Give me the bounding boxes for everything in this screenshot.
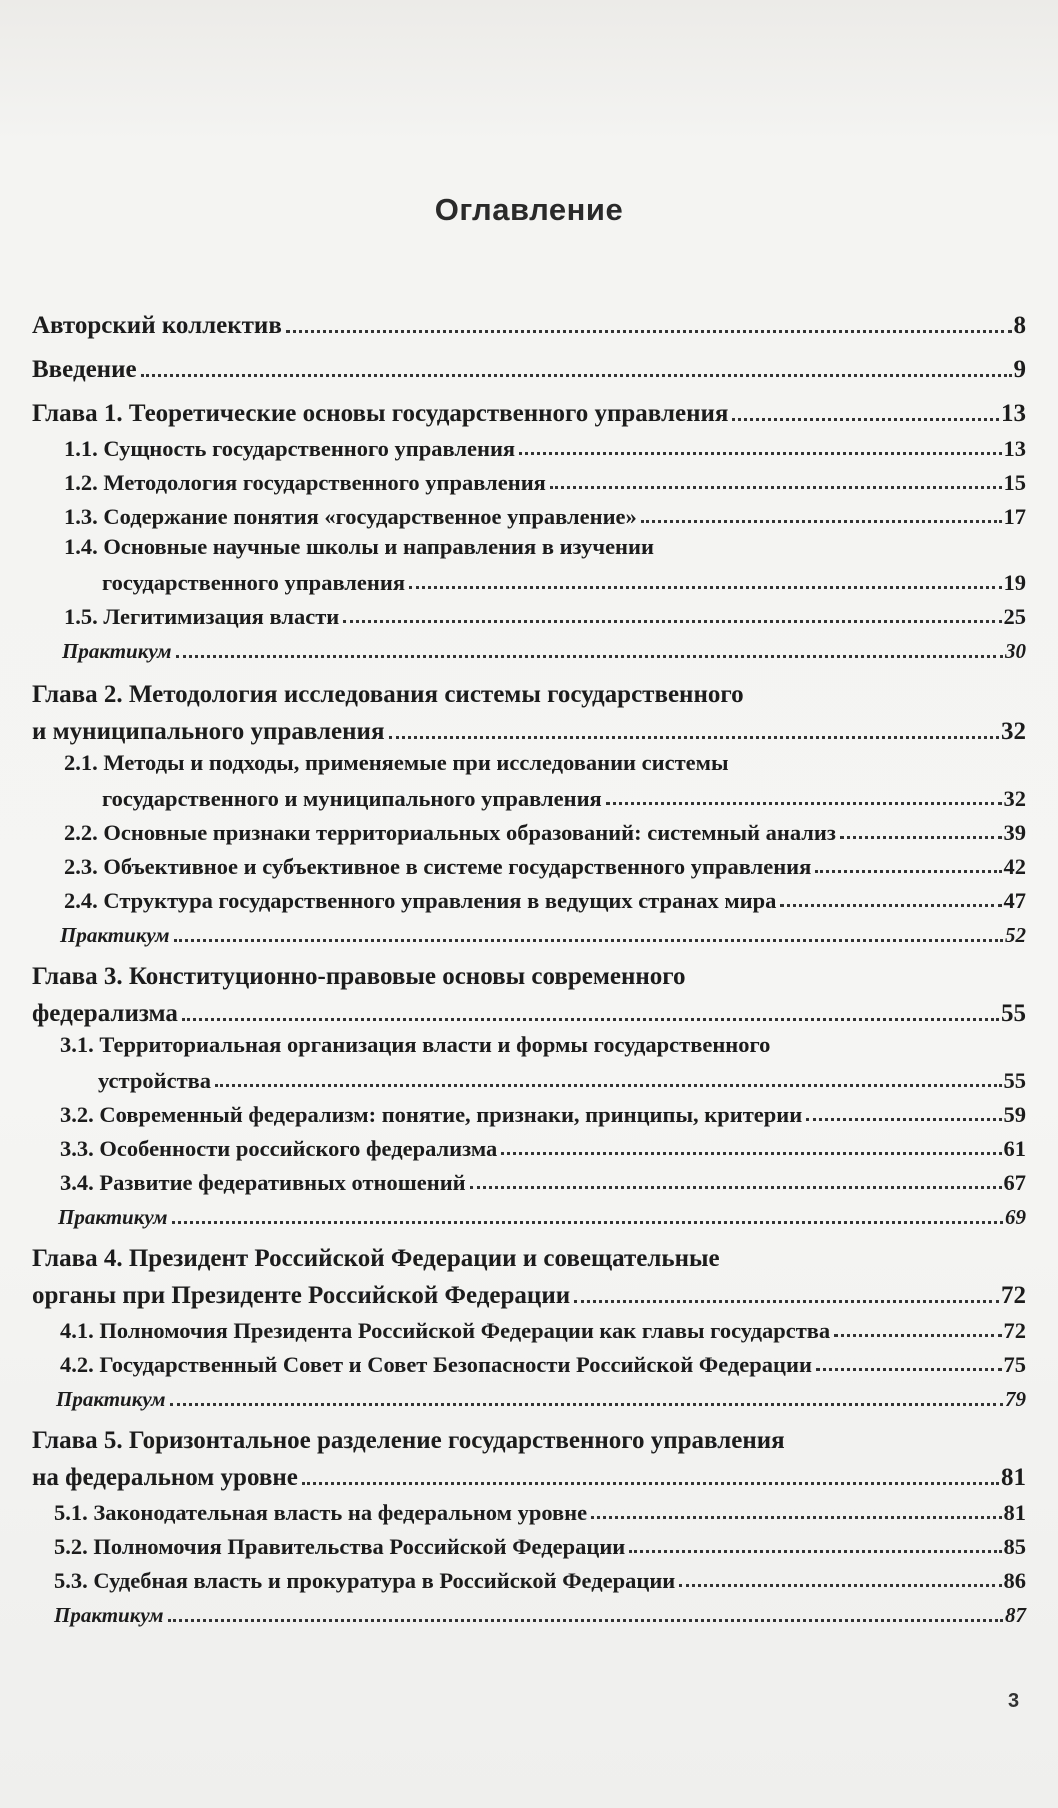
section-entry[interactable] [32, 1094, 1026, 1128]
leader-dots [815, 870, 1001, 873]
leader-dots [215, 1084, 1001, 1087]
toc-entry-authors[interactable] [32, 296, 1026, 340]
leader-dots [606, 802, 1002, 805]
section-page: 25 [1003, 604, 1026, 629]
leader-dots [679, 1584, 1001, 1587]
section-page: 59 [1003, 1102, 1026, 1127]
section-entry[interactable] [32, 462, 1026, 496]
chapter-title-line1[interactable]: Глава 2. Методология исследования системы государственного [32, 681, 744, 708]
section-title-line2: устройства [98, 1068, 212, 1093]
section-title-line1: 3.1. Территориальная организация власти и формы государственного [60, 1032, 771, 1057]
section-entry[interactable] [32, 1526, 1026, 1560]
leader-dots [519, 452, 1001, 455]
leader-dots [141, 374, 1012, 377]
section-title: 2.2. Основные признаки территориальных образований: системный анализ [64, 820, 836, 845]
chapter-title-row[interactable] [32, 1458, 1026, 1492]
section-title: 3.2. Современный федерализм: понятие, признаки, принципы, критерии [60, 1102, 803, 1127]
toc-entry-text: Введение [32, 356, 137, 383]
chapter-title: федерализма [32, 1000, 178, 1027]
section-page: 15 [1003, 470, 1026, 495]
section-entry[interactable] [32, 846, 1026, 880]
leader-dots [182, 1018, 999, 1021]
section-entry[interactable] [32, 1560, 1026, 1594]
section-page: 47 [1003, 888, 1026, 913]
practicum-title: Практикум [56, 1387, 166, 1411]
section-title-line2: государственного и муниципального управления [102, 786, 602, 811]
leader-dots [780, 904, 1001, 907]
leader-dots [470, 1186, 1002, 1189]
chapter-title: органы при Президенте Российской Федерации [32, 1282, 571, 1309]
chapter-1 [32, 394, 1026, 664]
section-entry[interactable] [32, 1310, 1026, 1344]
chapter-page: 55 [1001, 1000, 1026, 1027]
chapter-title-row[interactable] [32, 994, 1026, 1028]
section-page: 81 [1003, 1500, 1026, 1525]
leader-dots [629, 1550, 1001, 1553]
section-entry[interactable] [32, 530, 1026, 596]
section-title-row [60, 1061, 1026, 1094]
section-title-line1: 1.4. Основные научные школы и направления в изучении [64, 534, 654, 559]
section-title: 2.3. Объективное и субъективное в системе государственного управления [64, 854, 812, 879]
section-title-row [64, 779, 1026, 812]
section-title: 1.5. Легитимизация власти [64, 604, 340, 629]
leader-dots [574, 1300, 999, 1303]
practicum-title: Практикум [58, 1205, 168, 1229]
chapter-title: на федеральном уровне [32, 1464, 298, 1491]
practicum-entry[interactable] [32, 1594, 1026, 1628]
section-page: 67 [1003, 1170, 1026, 1195]
chapter-page: 32 [1001, 718, 1026, 745]
section-page: 75 [1003, 1352, 1026, 1377]
section-entry[interactable] [32, 1028, 1026, 1094]
practicum-page: 69 [1005, 1205, 1026, 1229]
chapter-5 [32, 1424, 1026, 1628]
section-title: 3.4. Развитие федеративных отношений [60, 1170, 466, 1195]
section-entry[interactable] [32, 428, 1026, 462]
section-page: 19 [1003, 570, 1026, 595]
section-entry[interactable] [32, 1162, 1026, 1196]
leader-dots [732, 418, 999, 421]
practicum-title: Практикум [60, 923, 170, 947]
chapter-3 [32, 960, 1026, 1230]
practicum-entry[interactable] [32, 1378, 1026, 1412]
page-title: Оглавление [434, 192, 624, 227]
leader-dots [834, 1334, 1001, 1337]
leader-dots [641, 520, 1002, 523]
practicum-entry[interactable] [32, 914, 1026, 948]
section-title-line2: государственного управления [102, 570, 406, 595]
practicum-entry[interactable] [32, 1196, 1026, 1230]
section-page: 39 [1003, 820, 1026, 845]
practicum-page: 52 [1005, 923, 1026, 947]
section-title-line1: 2.1. Методы и подходы, применяемые при исследовании системы [64, 750, 729, 775]
section-page: 17 [1003, 504, 1026, 529]
chapter-4 [32, 1242, 1026, 1412]
leader-dots [409, 586, 1001, 589]
section-entry[interactable] [32, 596, 1026, 630]
practicum-title: Практикум [62, 639, 172, 663]
chapter-title-line1[interactable]: Глава 4. Президент Российской Федерации и совещательные [32, 1245, 720, 1272]
section-title: 3.3. Особенности российского федерализма [60, 1136, 498, 1161]
chapter-title-line1[interactable]: Глава 5. Горизонтальное разделение государственного управления [32, 1427, 785, 1454]
section-title-row [64, 563, 1026, 596]
section-entry[interactable] [32, 1128, 1026, 1162]
section-title: 5.3. Судебная власть и прокуратура в Российской Федерации [54, 1568, 676, 1593]
practicum-page: 87 [1005, 1603, 1026, 1627]
chapter-title: Глава 1. Теоретические основы государственного управления [32, 400, 729, 427]
section-page: 61 [1003, 1136, 1026, 1161]
section-page: 32 [1003, 786, 1026, 811]
section-entry[interactable] [32, 1344, 1026, 1378]
practicum-entry[interactable] [32, 630, 1026, 664]
section-title: 4.1. Полномочия Президента Российской Федерации как главы государства [60, 1318, 831, 1343]
section-page: 72 [1003, 1318, 1026, 1343]
section-entry[interactable] [32, 496, 1026, 530]
leader-dots [806, 1118, 1001, 1121]
section-entry[interactable] [32, 812, 1026, 846]
section-page: 13 [1003, 436, 1026, 461]
table-of-contents [32, 296, 1026, 1628]
section-title: 5.1. Законодательная власть на федеральном уровне [54, 1500, 588, 1525]
leader-dots [302, 1482, 999, 1485]
section-title: 4.2. Государственный Совет и Совет Безопасности Российской Федерации [60, 1352, 812, 1377]
leader-dots [816, 1368, 1002, 1371]
section-entry[interactable] [32, 746, 1026, 812]
practicum-page: 79 [1005, 1387, 1026, 1411]
section-title: 1.3. Содержание понятия «государственное управление» [64, 504, 637, 529]
leader-dots [170, 1403, 1003, 1406]
section-entry[interactable] [32, 880, 1026, 914]
leader-dots [840, 836, 1002, 839]
section-title: 1.2. Методология государственного управления [64, 470, 546, 495]
leader-dots [172, 1221, 1003, 1224]
toc-entry-text: Авторский коллектив [32, 312, 282, 339]
practicum-title: Практикум [54, 1603, 164, 1627]
page-number: 3 [1008, 1690, 1020, 1712]
leader-dots [501, 1152, 1001, 1155]
leader-dots [343, 620, 1001, 623]
section-page: 86 [1003, 1568, 1026, 1593]
leader-dots [174, 939, 1003, 942]
section-title: 1.1. Сущность государственного управления [64, 436, 516, 461]
chapter-title-row[interactable] [32, 394, 1026, 428]
chapter-page: 13 [1001, 400, 1026, 427]
section-entry[interactable] [32, 1492, 1026, 1526]
chapter-title-line1[interactable]: Глава 3. Конституционно-правовые основы современного [32, 963, 686, 990]
leader-dots [176, 655, 1003, 658]
chapter-page: 81 [1001, 1464, 1026, 1491]
section-page: 55 [1003, 1068, 1026, 1093]
practicum-page: 30 [1005, 639, 1026, 663]
leader-dots [286, 330, 1012, 333]
leader-dots [591, 1516, 1001, 1519]
chapter-page: 72 [1001, 1282, 1026, 1309]
section-title: 2.4. Структура государственного управления в ведущих странах мира [64, 888, 777, 913]
section-title: 5.2. Полномочия Правительства Российской Федерации [54, 1534, 626, 1559]
chapter-title-row[interactable] [32, 712, 1026, 746]
section-page: 85 [1003, 1534, 1026, 1559]
leader-dots [389, 736, 1000, 739]
leader-dots [550, 486, 1002, 489]
chapter-2 [32, 678, 1026, 948]
toc-entry-introduction[interactable] [32, 340, 1026, 384]
chapters-list [32, 394, 1026, 1628]
section-page: 42 [1003, 854, 1026, 879]
chapter-title: и муниципального управления [32, 718, 385, 745]
chapter-title-row[interactable] [32, 1276, 1026, 1310]
toc-entry-page: 9 [1013, 356, 1026, 383]
toc-entry-page: 8 [1013, 312, 1026, 339]
leader-dots [168, 1619, 1003, 1622]
